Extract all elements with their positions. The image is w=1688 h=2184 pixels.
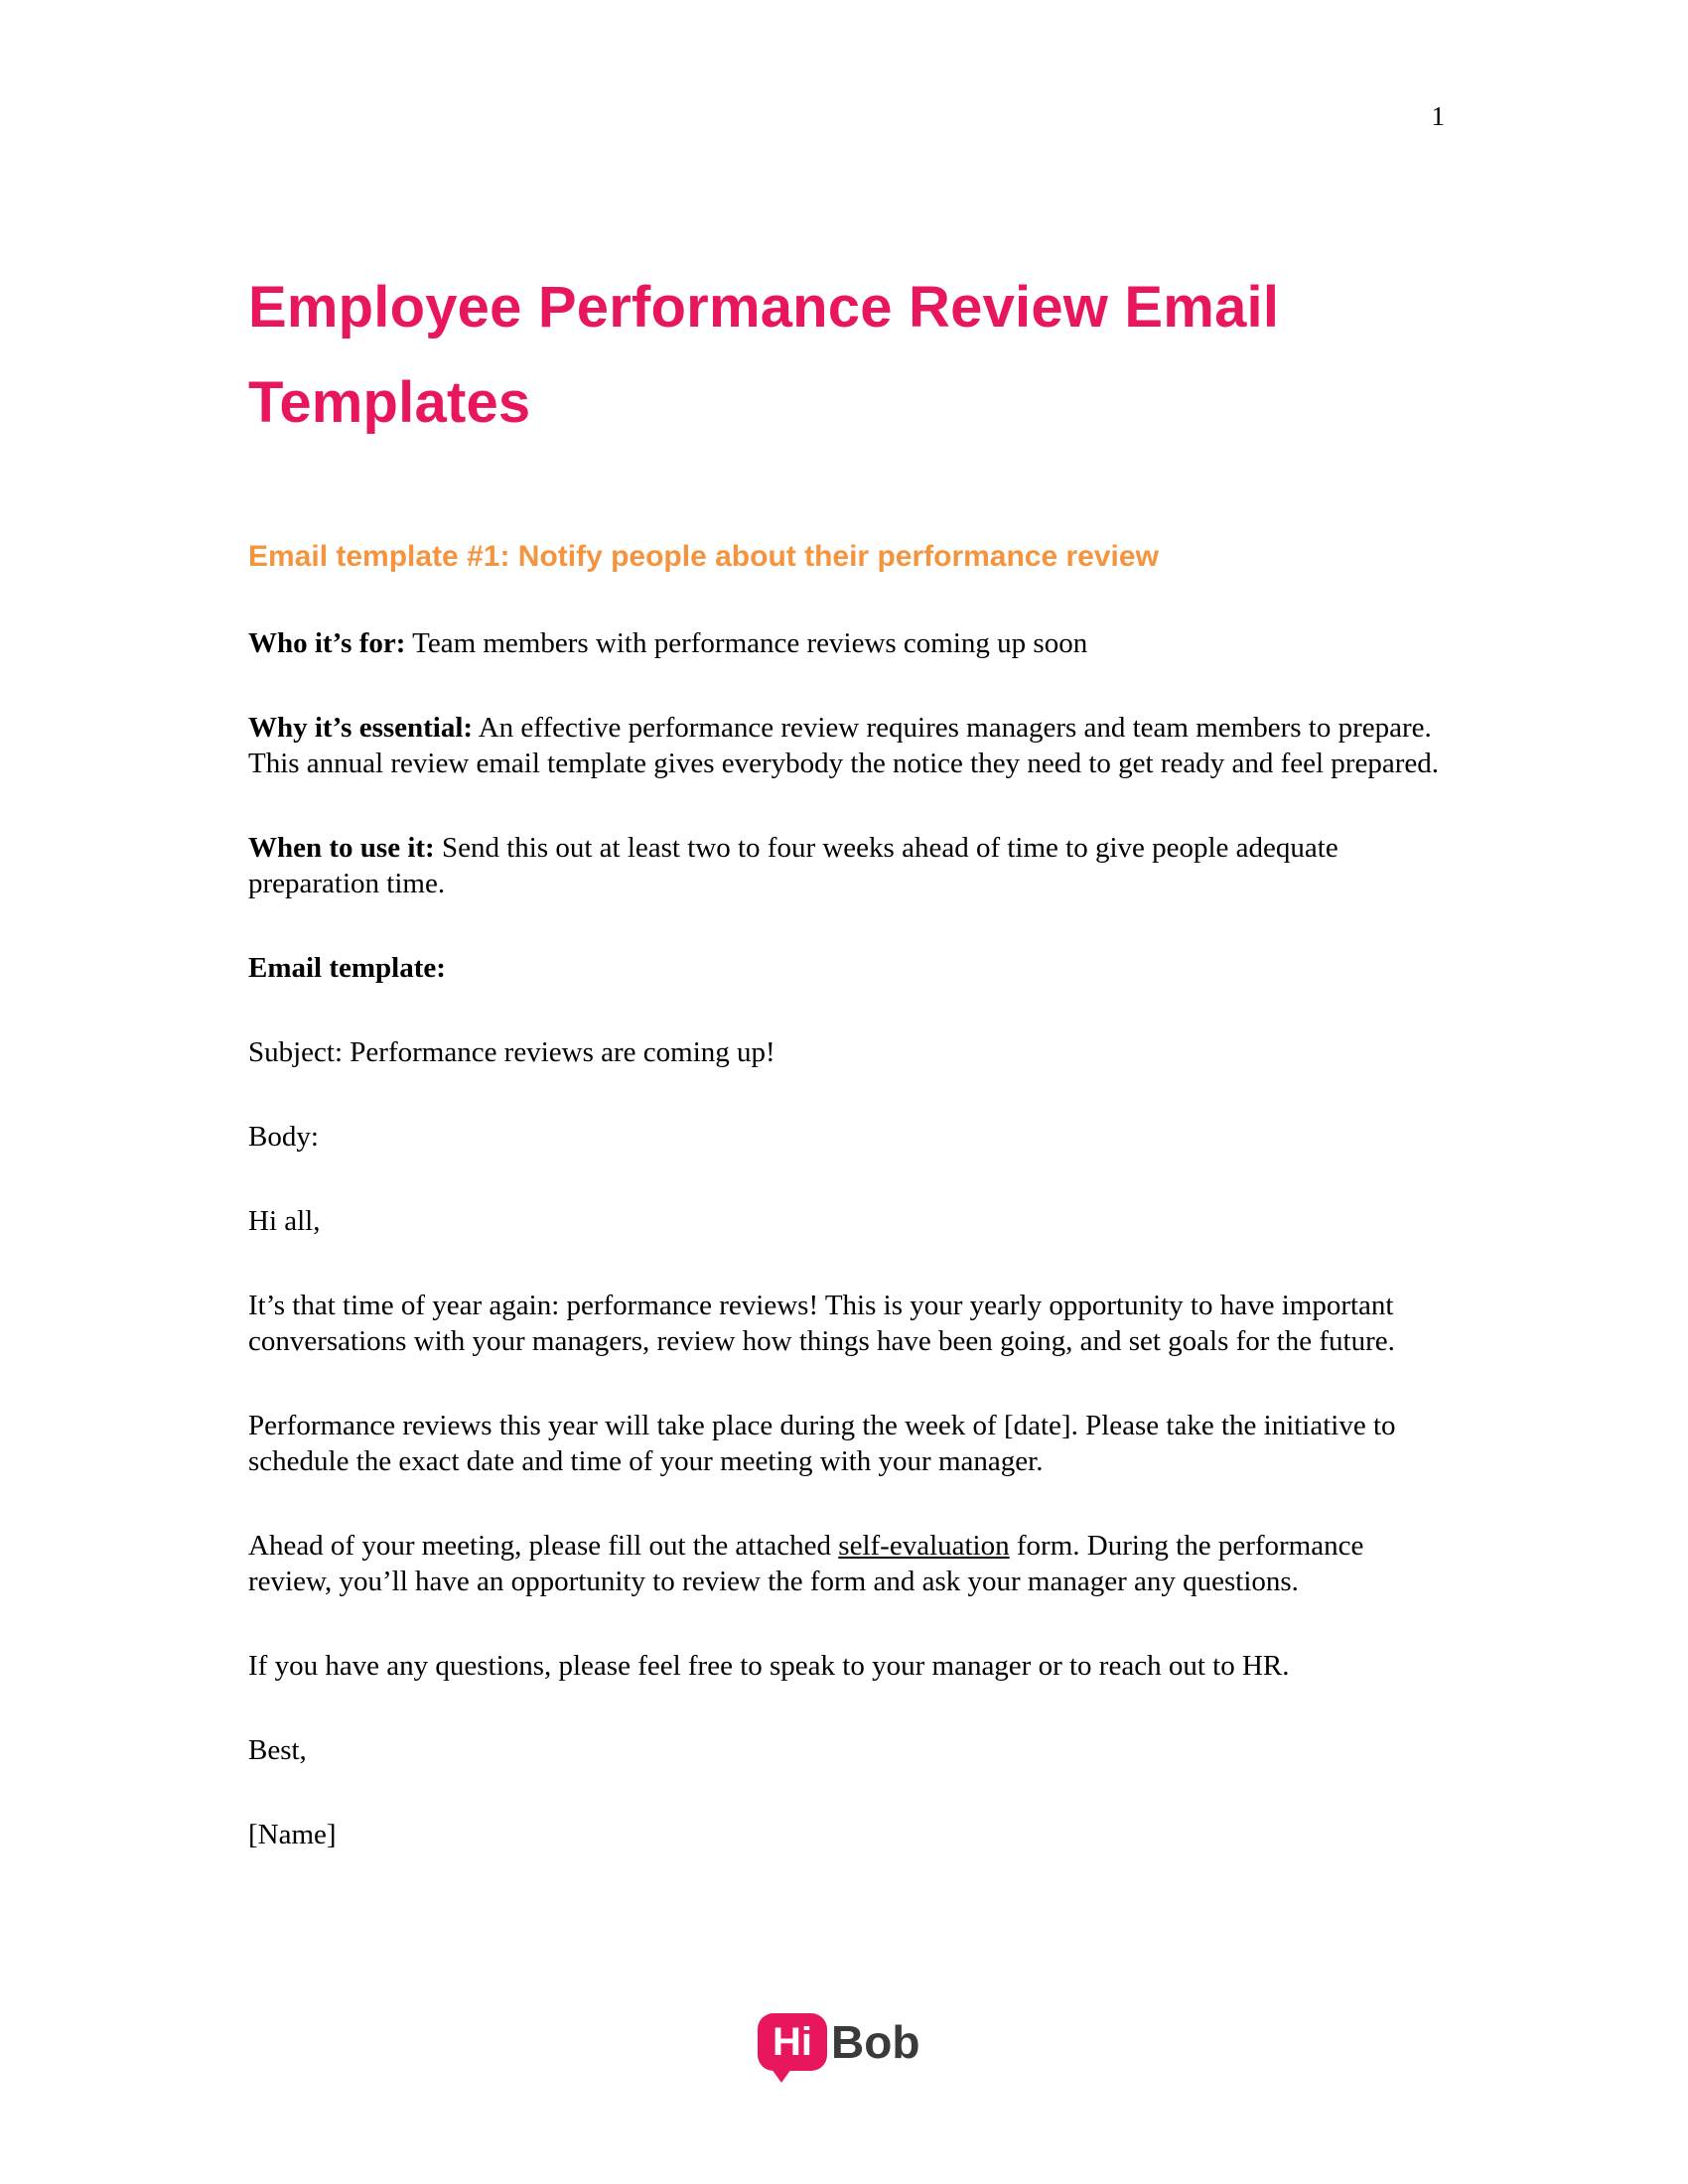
logo-bob-text: Bob bbox=[831, 2016, 920, 2068]
email-name-placeholder: [Name] bbox=[248, 1819, 337, 1850]
self-evaluation-link[interactable]: self-evaluation bbox=[838, 1530, 1010, 1562]
email-signoff: Best, bbox=[248, 1734, 307, 1766]
why-text: An effective performance review requires managers and team members to prepare. This annual review email template gives everybody the notice they need to get ready and feel prepared. bbox=[248, 712, 1439, 779]
speech-bubble-tail-icon bbox=[772, 2069, 791, 2083]
para3-before: Ahead of your meeting, please fill out the attached bbox=[248, 1530, 839, 1562]
email-paragraph-4: If you have any questions, please feel free to speak to your manager or to reach out to HR. bbox=[248, 1650, 1290, 1682]
email-paragraph-3 bbox=[248, 1528, 1440, 1599]
email-template-label: Email template: bbox=[248, 952, 446, 984]
para3-after: form. During the performance review, you’ll have an opportunity to review the form and ask your manager any questions. bbox=[248, 1530, 1364, 1597]
when-text: Send this out at least two to four weeks ahead of time to give people adequate preparation time. bbox=[248, 832, 1338, 899]
logo-hi-bubble bbox=[758, 2013, 827, 2071]
why-paragraph bbox=[248, 710, 1440, 781]
document-title bbox=[248, 260, 1440, 451]
hibob-logo bbox=[758, 2013, 919, 2071]
email-body-label: Body: bbox=[248, 1121, 319, 1153]
who-label: Who it’s for: bbox=[248, 627, 406, 659]
who-text: Team members with performance reviews coming up soon bbox=[405, 627, 1088, 659]
when-paragraph bbox=[248, 830, 1440, 901]
section-heading: Email template #1: Notify people about their performance review bbox=[248, 540, 1159, 573]
logo-hi-text: Hi bbox=[773, 2019, 812, 2064]
email-greeting: Hi all, bbox=[248, 1205, 321, 1237]
email-paragraph-1: It’s that time of year again: performance reviews! This is your yearly opportunity to have important conversations with your managers, review how things have been going, and set goals for the future. bbox=[248, 1290, 1395, 1357]
why-label: Why it’s essential: bbox=[248, 712, 474, 744]
who-paragraph bbox=[248, 625, 1440, 661]
title-line-2: Templates bbox=[248, 370, 531, 435]
email-paragraph-2: Performance reviews this year will take place during the week of [date]. Please take the initiative to schedule the exact date and time of your meeting with your manager. bbox=[248, 1410, 1396, 1477]
when-label: When to use it: bbox=[248, 832, 435, 864]
email-subject: Subject: Performance reviews are coming up! bbox=[248, 1036, 775, 1068]
title-line-1: Employee Performance Review Email bbox=[248, 275, 1280, 340]
document-body bbox=[248, 260, 1440, 1852]
page-number: 1 bbox=[1431, 101, 1445, 131]
